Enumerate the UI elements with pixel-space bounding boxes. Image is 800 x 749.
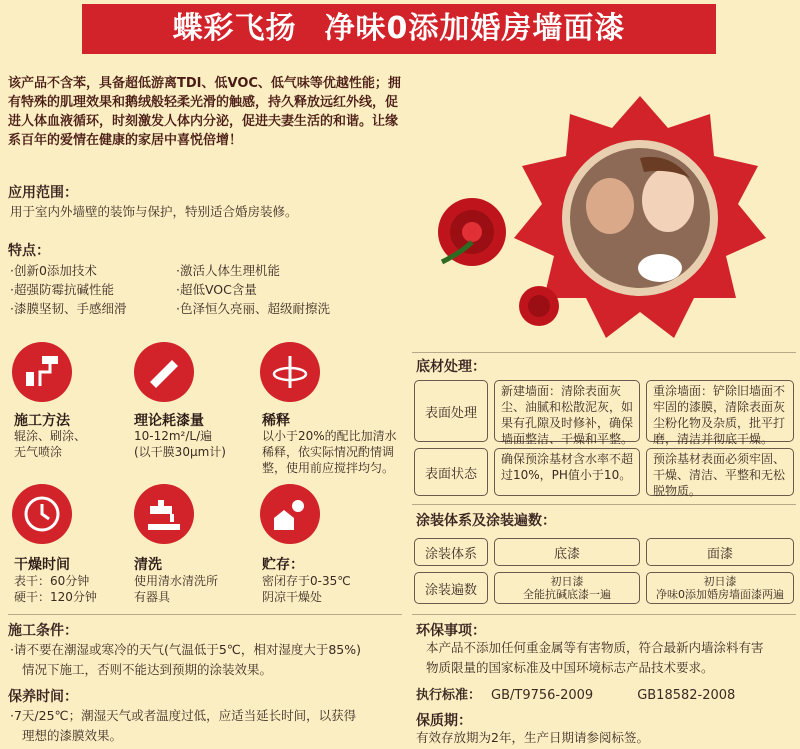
shelf-title: 保质期：: [416, 713, 472, 729]
method-title: 施工方法: [14, 413, 70, 429]
conditions-title: 施工条件：: [8, 623, 78, 639]
divider: [412, 614, 796, 615]
paint-tube-icon: [134, 342, 194, 402]
moisture-text: 确保预涂基材含水率不超过10%，PH值小于10。: [494, 448, 640, 496]
feature-item: ·色泽恒久亮丽、超级耐擦洗: [176, 301, 330, 316]
feature-item: ·激活人体生理机能: [176, 263, 280, 278]
substrate-title: 底材处理：: [416, 359, 486, 375]
dilution-title: 稀释: [262, 413, 290, 429]
consumption-desc: 10-12m²/L/遍 (以干膜30μm计): [134, 429, 226, 459]
maintenance-text: ·7天/25℃；潮湿天气或者温度过低，应适当延长时间，以获得 理想的漆膜效果。: [10, 708, 357, 743]
faucet-icon: [134, 484, 194, 544]
sun-house-icon: [260, 484, 320, 544]
drying-desc: 表干：60分钟 硬干：120分钟: [14, 574, 97, 604]
product-name: 净味0添加婚房墙面漆: [324, 11, 626, 46]
surface-treatment-label: 表面处理: [414, 380, 488, 442]
storage-desc: 密闭存于0-35℃ 阴凉干燥处: [262, 574, 351, 604]
small-rose-decoration: [515, 282, 563, 330]
cleaning-title: 清洗: [134, 557, 162, 573]
storage-title: 贮存：: [262, 557, 304, 573]
feature-item: ·超低VOC含量: [176, 282, 257, 297]
divider: [412, 504, 796, 505]
red-rose-decoration: [432, 192, 512, 272]
feature-item: ·漆膜坚韧、手感细滑: [10, 301, 127, 316]
divider: [8, 614, 402, 615]
feature-item: ·创新0添加技术: [10, 263, 97, 278]
features-right: [176, 261, 330, 318]
coats-label: 涂装遍数: [414, 572, 488, 604]
drying-title: 干燥时间: [14, 557, 70, 573]
topcoat-header: 面漆: [646, 538, 794, 566]
env-title: 环保事项：: [416, 623, 486, 639]
roller-brush-icon: [12, 342, 72, 402]
title-banner: [82, 4, 716, 54]
topcoat-coats: 初日漆 净味0添加婚房墙面漆两遍: [646, 572, 794, 604]
brand-name: 蝶彩飞扬: [172, 11, 297, 46]
divider: [412, 352, 796, 353]
conditions-text: ·请不要在潮湿或寒冷的天气(气温低于5℃，相对湿度大于85%) 情况下施工，否则不能达到预期的涂装效果。: [10, 642, 362, 677]
standard-line: 执行标准： GB/T9756-2009 GB18582-2008: [416, 688, 736, 703]
maintenance-title: 保养时间：: [8, 689, 78, 705]
scope-text: 用于室内外墙壁的装饰与保护，特别适合婚房装修。: [10, 204, 298, 219]
surface-state-text: 预涂基材表面必须牢固、干燥、清洁、平整和无松脱物质。: [646, 448, 794, 496]
surface-state-label: 表面状态: [414, 448, 488, 496]
features-left: [10, 261, 126, 318]
method-desc: 辊涂、刷涂、 无气喷涂: [14, 429, 87, 459]
cleaning-desc: 使用清水清洗所 有器具: [134, 574, 219, 604]
stir-icon: [260, 342, 320, 402]
primer-coats: 初日漆 全能抗碱底漆一遍: [494, 572, 640, 604]
features-title: 特点：: [8, 243, 50, 259]
old-wall-text: 重涂墙面：铲除旧墙面不牢固的漆膜，清除表面灰尘粉化物及杂质，批平打磨，清洁并彻底干燥。: [646, 380, 794, 442]
dilution-desc: 以小于20%的配比加清水 稀释，依实际情况酌情调 整，使用前应搅拌均匀。: [262, 429, 397, 475]
scope-title: 应用范围：: [8, 185, 78, 201]
intro-text: 该产品不含苯，具备超低游离TDI、低VOC、低气味等优越性能；拥有特殊的肌理效果和鹅绒般轻柔光滑的触感，持久释放远红外线，促进人体血液循环，时刻激发人体内分泌，促进夫妻生活的和谐。让缘系百年的爱情在健康的家居中喜悦倍增！: [8, 76, 401, 148]
env-text: 本产品不添加任何重金属等有害物质，符合最新内墙涂料有害 物质限量的国家标准及中国环境标志产品技术要求。: [426, 640, 764, 675]
new-wall-text: 新建墙面：清除表面灰尘、油腻和松散泥灰，如果有孔隙及时修补，确保墙面整洁、干燥和平整。: [494, 380, 640, 442]
clock-icon: [12, 484, 72, 544]
feature-item: ·超强防霉抗碱性能: [10, 282, 114, 297]
primer-header: 底漆: [494, 538, 640, 566]
consumption-title: 理论耗漆量: [134, 413, 204, 429]
shelf-text: 有效存放期为2年，生产日期请参阅标签。: [416, 730, 649, 745]
system-label: 涂装体系: [414, 538, 488, 566]
system-title: 涂装体系及涂装遍数：: [416, 513, 556, 529]
